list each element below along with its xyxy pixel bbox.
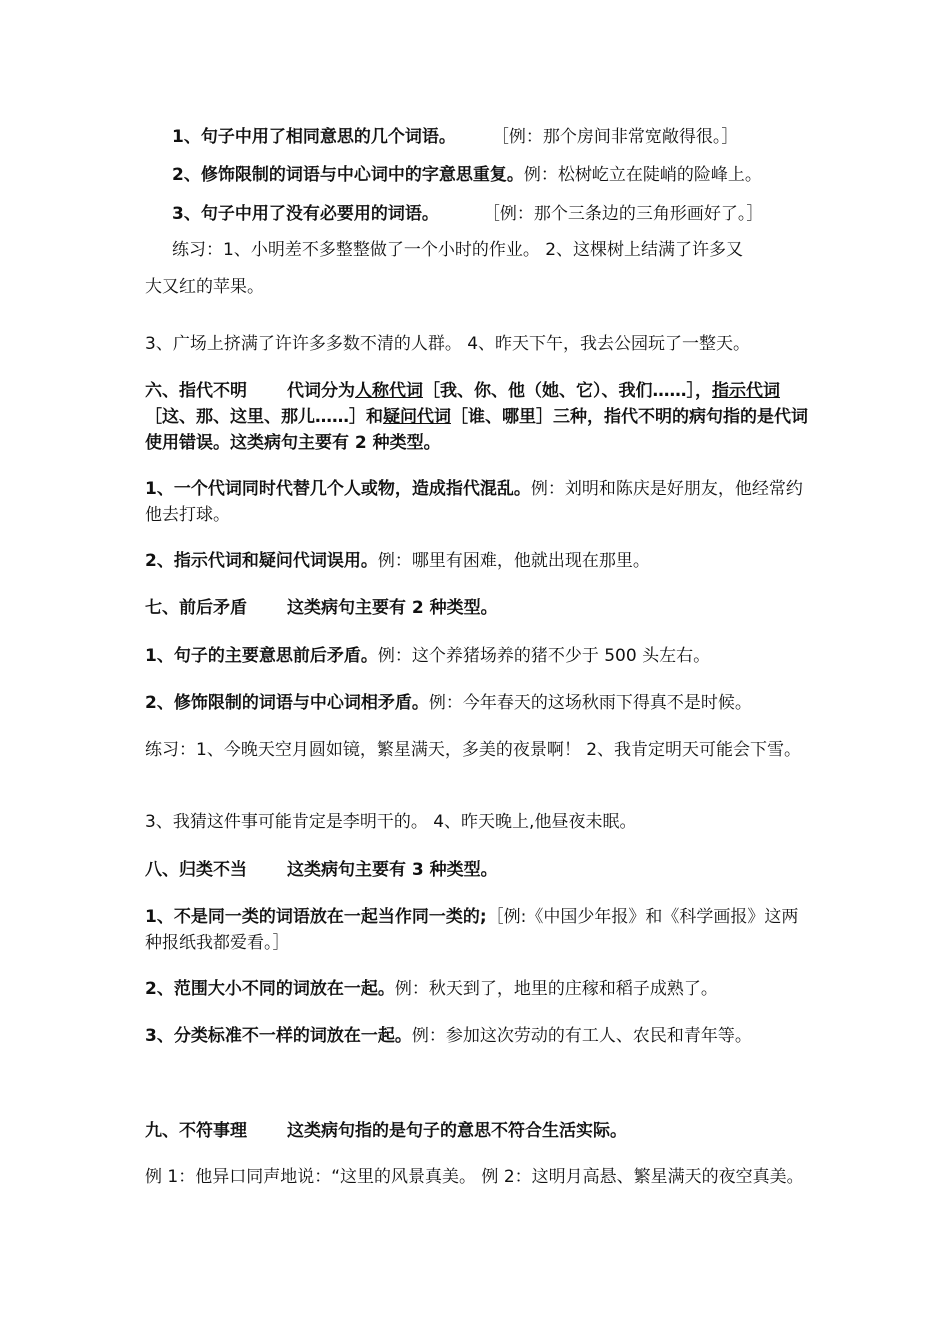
rule-2 <box>172 162 762 188</box>
practice-2-line-1: 练习：1、今晚天空月圆如镜，繁星满天，多美的夜景啊！ 2、我肯定明天可能会下雪。 <box>145 740 802 760</box>
demonstrative-pronoun-term: 指示代词 <box>712 381 780 401</box>
section-7-heading <box>145 595 498 621</box>
rule-1 <box>172 124 738 150</box>
section-8-item-3-text: 3、分类标准不一样的词放在一起。 <box>145 1026 412 1046</box>
section-7-item-1-example: 例：这个养猪场养的猪不少于 500 头左右。 <box>377 646 711 666</box>
personal-pronoun-term: 人称代词 <box>355 381 423 401</box>
practice-1-line-2: 大又红的苹果。 <box>145 277 264 297</box>
section-8-desc: 这类病句主要有 3 种类型。 <box>287 860 498 880</box>
section-7-item-2-text: 2、修饰限制的词语与中心词相矛盾。 <box>145 693 429 713</box>
section-6-heading <box>145 378 813 456</box>
section-6-item-1-text: 1、一个代词同时代替几个人或物，造成指代混乱。 <box>145 479 531 499</box>
section-8-item-1-text: 1、不是同一类的词语放在一起当作同一类的; <box>145 907 487 927</box>
interrogative-pronoun-term: 疑问代词 <box>383 407 451 427</box>
rule-3-example: ［例：那个三条边的三角形画好了。］ <box>482 204 764 224</box>
section-9-desc: 这类病句指的是句子的意思不符合生活实际。 <box>287 1121 627 1141</box>
section-6-item-1-example: 例：刘明和陈庆是好朋友，他经常约他去打球。 <box>145 479 803 525</box>
section-8-item-2-example: 例：秋天到了，地里的庄稼和稻子成熟了。 <box>394 979 718 999</box>
rule-1-text: 1、句子中用了相同意思的几个词语。 <box>172 127 456 147</box>
section-8-item-3 <box>145 1023 752 1049</box>
rule-2-example: 例：松树屹立在陡峭的险峰上。 <box>523 165 762 185</box>
section-9-heading <box>145 1118 627 1144</box>
section-6-item-1 <box>145 476 813 528</box>
section-6-desc-4: ［谁、哪里］三种，指代不明的病句指的是代词使用错误。这类病句主要有 2 种类型。 <box>145 407 808 453</box>
section-7-item-2-example: 例：今年春天的这场秋雨下得真不是时候。 <box>428 693 752 713</box>
section-6-title: 六、指代不明 <box>145 381 247 401</box>
section-7-item-1-text: 1、句子的主要意思前后矛盾。 <box>145 646 378 666</box>
section-8-item-1 <box>145 904 813 956</box>
section-7-desc: 这类病句主要有 2 种类型。 <box>287 598 498 618</box>
section-8-item-2-text: 2、范围大小不同的词放在一起。 <box>145 979 395 999</box>
section-6-item-2-text: 2、指示代词和疑问代词误用。 <box>145 551 378 571</box>
rule-3 <box>172 201 763 227</box>
practice-2-line-2: 3、我猜这件事可能肯定是李明干的。 4、昨天晚上,他昼夜未眠。 <box>145 812 637 832</box>
section-6-desc-3: ［这、那、这里、那儿……］和 <box>145 407 383 427</box>
section-8-title: 八、归类不当 <box>145 860 247 880</box>
rule-3-text: 3、句子中用了没有必要用的词语。 <box>172 204 439 224</box>
practice-1-line-1: 练习：1、小明差不多整整做了一个小时的作业。 2、这棵树上结满了许多又 <box>172 240 744 260</box>
section-6-item-2 <box>145 548 650 574</box>
section-6-desc-1: 代词分为 <box>287 381 355 401</box>
section-7-item-2 <box>145 690 752 716</box>
section-8-item-1-example: ［例:《中国少年报》和《科学画报》这两种报纸我都爱看。］ <box>145 907 799 953</box>
practice-1-line-3: 3、广场上挤满了许许多多数不清的人群。 4、昨天下午，我去公园玩了一整天。 <box>145 334 751 354</box>
rule-1-example: ［例：那个房间非常宽敞得很。］ <box>491 127 739 147</box>
section-7-item-1 <box>145 643 710 669</box>
section-9-examples: 例 1：他异口同声地说：“这里的风景真美。 例 2：这明月高悬、繁星满天的夜空真美。 <box>145 1167 804 1187</box>
section-8-item-3-example: 例：参加这次劳动的有工人、农民和青年等。 <box>411 1026 752 1046</box>
section-7-title: 七、前后矛盾 <box>145 598 247 618</box>
section-8-item-2 <box>145 976 718 1002</box>
section-9-title: 九、不符事理 <box>145 1121 247 1141</box>
section-8-heading <box>145 857 498 883</box>
section-6-desc-2: ［我、你、他（她、它）、我们……］， <box>423 381 712 401</box>
rule-2-text: 2、修饰限制的词语与中心词中的字意思重复。 <box>172 165 524 185</box>
section-6-item-2-example: 例：哪里有困难，他就出现在那里。 <box>377 551 650 571</box>
